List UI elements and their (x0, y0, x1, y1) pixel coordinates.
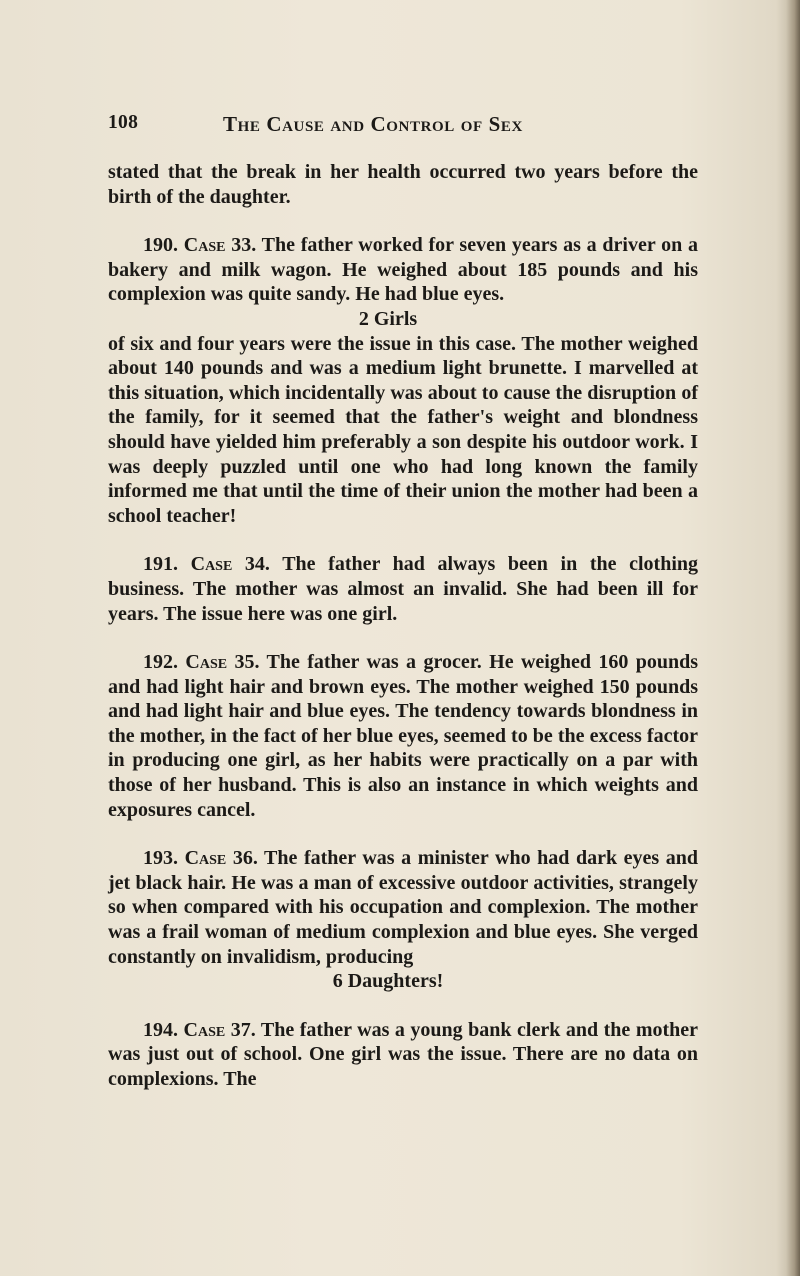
centered-emphasis: 6 Daughters! (332, 970, 444, 993)
case-label: Case 37. (183, 1018, 256, 1041)
paragraph-text: The father was a young bank clerk and the mother was just out of school. One girl was the issue. There are no data on complexions. The (108, 1018, 699, 1090)
paragraph-number: 194. (143, 1018, 178, 1041)
paragraph-text: The father was a minister who had dark eyes and jet black hair. He was a man of excessive outdoor activities, strangely so when compared with his occupation and complexion. The mother was a frail woman of medium complexion and blue eyes. She verged constantly on invalidism, producing (108, 847, 699, 968)
page-header (108, 112, 698, 142)
paragraph-case-37 (108, 1018, 698, 1092)
paragraph-continuation: stated that the break in her health occurred two years before the birth of the daughter. (108, 161, 698, 208)
paragraph-number: 193. (143, 847, 178, 870)
paragraph-number: 190. (143, 234, 178, 257)
case-label: Case 34. (190, 553, 270, 576)
paragraph-case-33-continued: of six and four years were the issue in this case. The mother weighed about 140 pounds and was a medium light brunette. I marvelled at this situation, which incidentally was about to cause the disruption of the family, for it seemed that the father's weight and blondness should have yielded him preferably a son despite his outdoor work. I was deeply puzzled until one who had long known the family informed me that until the time of their union the mother had been a school teacher! (108, 332, 698, 527)
body-text (108, 160, 698, 1116)
running-title: The Cause and Control of Sex (223, 112, 523, 136)
paragraph-number: 192. (143, 651, 178, 674)
paragraph-text: The father was a grocer. He weighed 160 pounds and had light hair and brown eyes. The mother weighed 150 pounds and had light hair and blue eyes. The tendency towards blondness in the mother, in the fact of her blue eyes, seemed to be the excess factor in producing one girl, as her habits were practically on a par with those of her husband. This is also an instance in which weights and exposures cancel. (108, 651, 699, 821)
paragraph-case-33 (108, 233, 698, 307)
paragraph-text: The father worked for seven years as a driver on a bakery and milk wagon. He weighed about 185 pounds and his complexion was quite sandy. He had blue eyes. (108, 234, 699, 306)
case-label: Case 33. (183, 234, 257, 257)
paragraph-number: 191. (143, 553, 178, 576)
paragraph-case-36 (108, 846, 698, 969)
paragraph-text: The father had always been in the clothing business. The mother was almost an invalid. She had been ill for years. The issue here was one girl. (108, 553, 698, 625)
paragraph-case-35 (108, 650, 698, 822)
page-number: 108 (108, 112, 139, 133)
page-edge-shadow (786, 0, 800, 1276)
case-label: Case 36. (184, 847, 258, 870)
paragraph-case-34 (108, 552, 698, 626)
centered-emphasis: 2 Girls (358, 307, 418, 330)
case-label: Case 35. (185, 651, 260, 674)
